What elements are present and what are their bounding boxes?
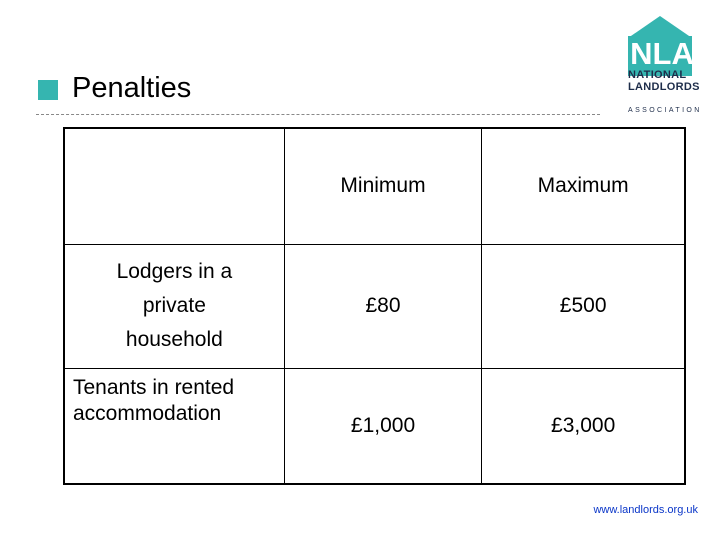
row-label-lodgers [64,244,284,368]
logo-abbrev: NLA [630,36,694,71]
table-header-row [64,128,685,244]
row-label-lodgers-text: Lodgers in a private household [116,260,233,351]
header-maximum: Maximum [482,128,685,244]
title-bullet-square [38,80,58,100]
tenants-minimum: £1,000 [284,368,482,484]
penalties-table [63,127,686,485]
logo-line-association: ASSOCIATION [628,107,702,114]
table-row [64,244,685,368]
lodgers-minimum: £80 [284,244,482,368]
header-minimum: Minimum [284,128,482,244]
logo-line-national: NATIONAL [628,69,687,81]
title-divider [36,114,600,115]
row-label-tenants: Tenants in rented accommodation [64,368,284,484]
table-row [64,368,685,484]
logo-line-landlords: LANDLORDS [628,81,700,93]
lodgers-maximum: £500 [482,244,685,368]
slide-title: Penalties [72,72,192,104]
tenants-maximum: £3,000 [482,368,685,484]
footer-url-link[interactable]: www.landlords.org.uk [593,504,698,516]
header-empty-cell [64,128,284,244]
